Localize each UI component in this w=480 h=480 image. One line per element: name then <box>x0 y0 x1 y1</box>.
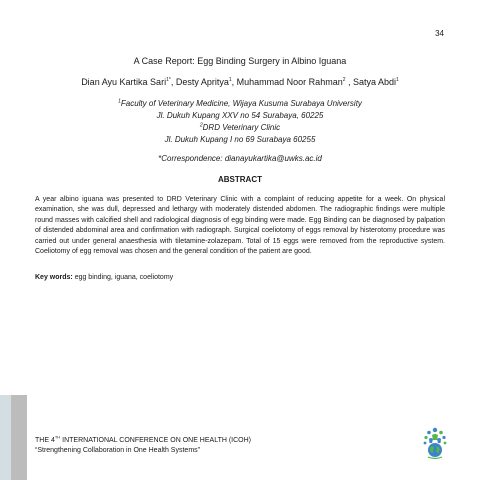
affiliation-name: Faculty of Veterinary Medicine, Wijaya Kusuma Surabaya University <box>120 99 362 108</box>
keywords-text: egg binding, iguana, coeliotomy <box>74 274 174 281</box>
one-health-logo-icon <box>419 426 451 460</box>
affiliation-name: DRD Veterinary Clinic <box>202 123 281 132</box>
conference-name <box>35 434 252 444</box>
author-name: Muhammad Noor Rahman <box>236 77 343 87</box>
affiliation-mark: 2 <box>199 122 203 129</box>
author-affiliation-mark: 1 <box>396 77 399 83</box>
conference-name-rest: INTERNATIONAL CONFERENCE ON ONE HEALTH (ICOH) <box>60 437 252 444</box>
footer-decoration-band-front <box>11 395 27 480</box>
author-separator: , <box>345 77 353 87</box>
correspondence-email: *Correspondence: dianayukartika@uwks.ac.id <box>158 154 322 163</box>
author-affiliation-mark: 2 <box>342 77 346 83</box>
author-separator: , <box>170 77 176 87</box>
keywords-label: Key words: <box>35 274 73 281</box>
author-name: Dian Ayu Kartika Sari <box>81 77 167 87</box>
author-list <box>0 77 480 87</box>
conference-theme: “Strengthening Collaboration in One Health Systems” <box>35 447 200 454</box>
affiliation-2-address: Jl. Dukuh Kupang I no 69 Surabaya 60255 <box>164 135 316 144</box>
affiliation-2 <box>0 122 480 134</box>
affiliation-mark: 1 <box>118 98 121 105</box>
page-number: 34 <box>435 29 444 38</box>
affiliation-1-address: Jl. Dukuh Kupang XXV no 54 Surabaya, 60225 <box>156 111 324 120</box>
keywords-line <box>35 274 173 281</box>
affiliation-1 <box>0 98 480 110</box>
abstract-text: A year albino iguana was presented to DRD Veterinary Clinic with a complaint of reducing appetite for a week. On physical examination, she was dull, depressed and lethargy with moderately distended abdomen. The radiographic findings were multiple round masses with calcified shell and radiological diagnosis of egg binding were made. Egg Binding can be diagnosed by palpation of distended abdominal area and confirmation with radiograph. Surgical coeliotomy of eggs removal by histerotomy procedure was carried out under general anaesthesia with tiletamine-zolazepam. Total of 15 eggs were removed from the reproductive system. Coeliotomy of egg removal was chosen and the general condition of the patient are good. <box>35 196 445 256</box>
author-affiliation-mark: 1 <box>228 77 232 83</box>
conference-name-prefix: THE 4 <box>35 437 55 444</box>
conference-ordinal: TH <box>54 434 61 440</box>
author-separator: , <box>231 77 237 87</box>
author-name: Satya Abdi <box>353 77 397 87</box>
paper-title: A Case Report: Egg Binding Surgery in Albino Iguana <box>133 56 347 66</box>
author-affiliation-mark: 1* <box>166 77 171 83</box>
abstract-heading: ABSTRACT <box>218 175 262 184</box>
author-name: Desty Apritya <box>175 77 229 87</box>
